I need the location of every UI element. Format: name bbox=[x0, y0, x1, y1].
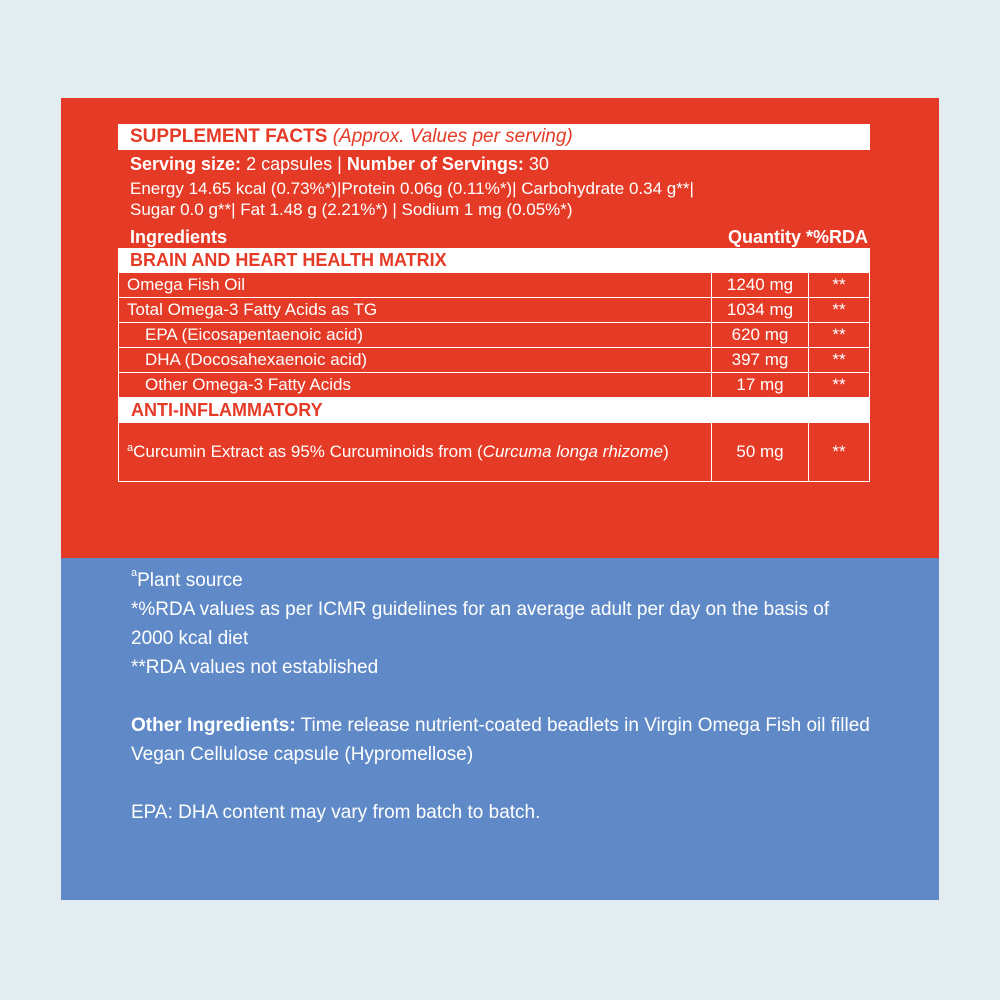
servings-value: 30 bbox=[528, 154, 549, 174]
table-row bbox=[119, 298, 870, 323]
ingredient-quantity: 397 mg bbox=[712, 348, 809, 373]
facts-subtitle: (Approx. Values per serving) bbox=[332, 126, 573, 147]
footnotes bbox=[131, 566, 871, 827]
ingredient-name: Omega Fish Oil bbox=[119, 273, 712, 298]
facts-title-bar bbox=[118, 124, 870, 150]
servings-label: Number of Servings: bbox=[346, 154, 524, 174]
footnote-marker: a bbox=[131, 567, 138, 579]
ingredient-quantity: 620 mg bbox=[712, 323, 809, 348]
other-ingredients-text: Time release nutrient-coated beadlets in Virgin Omega Fish oil filled Vegan Cellulose capsule (Hypromellose) bbox=[131, 715, 870, 765]
footnote-marker: a bbox=[127, 442, 134, 454]
quantity-rda-header: Quantity *%RDA bbox=[727, 227, 868, 247]
ingredient-name: EPA (Eicosapentaenoic acid) bbox=[119, 323, 712, 348]
ingredient-name-close: ) bbox=[663, 442, 669, 461]
other-ingredients-label: Other Ingredients: bbox=[131, 715, 296, 736]
ingredient-name-text: Curcumin Extract as 95% Curcuminoids from ( bbox=[133, 442, 483, 461]
serving-size-label: Serving size: bbox=[130, 154, 242, 174]
ingredient-rda: ** bbox=[809, 273, 870, 298]
ingredient-quantity: 50 mg bbox=[712, 423, 809, 482]
nutrition-line-2: Sugar 0.0 g**| Fat 1.48 g (2.21%*) | Sodium 1 mg (0.05%*) bbox=[130, 200, 573, 219]
facts-title: SUPPLEMENT FACTS bbox=[130, 126, 328, 147]
ingredient-name: Other Omega-3 Fatty Acids bbox=[119, 373, 712, 398]
ingredient-quantity: 1034 mg bbox=[712, 298, 809, 323]
serving-size-value: 2 capsules | bbox=[246, 154, 342, 174]
supplement-facts bbox=[118, 124, 870, 482]
ingredients-header: Ingredients bbox=[130, 227, 228, 247]
other-ingredients bbox=[131, 711, 871, 769]
plant-source-note bbox=[131, 566, 871, 595]
nutrition-line-1: Energy 14.65 kcal (0.73%*)|Protein 0.06g (0.11%*)| Carbohydrate 0.34 g**| bbox=[130, 179, 694, 198]
nutrition-info bbox=[118, 178, 870, 220]
rda-not-established-note: **RDA values not established bbox=[131, 657, 379, 678]
ingredients-table bbox=[118, 272, 870, 482]
ingredient-rda: ** bbox=[809, 423, 870, 482]
ingredient-name bbox=[119, 423, 712, 482]
table-row bbox=[119, 423, 870, 482]
ingredient-name: DHA (Docosahexaenoic acid) bbox=[119, 348, 712, 373]
ingredient-quantity: 17 mg bbox=[712, 373, 809, 398]
serving-info bbox=[118, 154, 870, 175]
section-title: BRAIN AND HEART HEALTH MATRIX bbox=[118, 248, 870, 272]
table-row bbox=[119, 273, 870, 298]
section-cell bbox=[119, 398, 870, 423]
rda-note: *%RDA values as per ICMR guidelines for an average adult per day on the basis of 2000 kcal diet bbox=[131, 599, 830, 649]
plant-source-text: Plant source bbox=[137, 570, 243, 591]
table-row bbox=[119, 373, 870, 398]
table-row bbox=[119, 323, 870, 348]
ingredient-rda: ** bbox=[809, 323, 870, 348]
ingredient-rda: ** bbox=[809, 298, 870, 323]
ingredient-name: Total Omega-3 Fatty Acids as TG bbox=[119, 298, 712, 323]
section-title: ANTI-INFLAMMATORY bbox=[119, 398, 869, 422]
ingredient-rda: ** bbox=[809, 373, 870, 398]
table-header bbox=[118, 222, 870, 248]
ingredient-botanical-name: Curcuma longa rhizome bbox=[482, 442, 664, 461]
ingredient-rda: ** bbox=[809, 348, 870, 373]
table-row bbox=[119, 348, 870, 373]
ingredient-quantity: 1240 mg bbox=[712, 273, 809, 298]
epa-dha-note: EPA: DHA content may vary from batch to batch. bbox=[131, 802, 541, 823]
section-row bbox=[119, 398, 870, 423]
